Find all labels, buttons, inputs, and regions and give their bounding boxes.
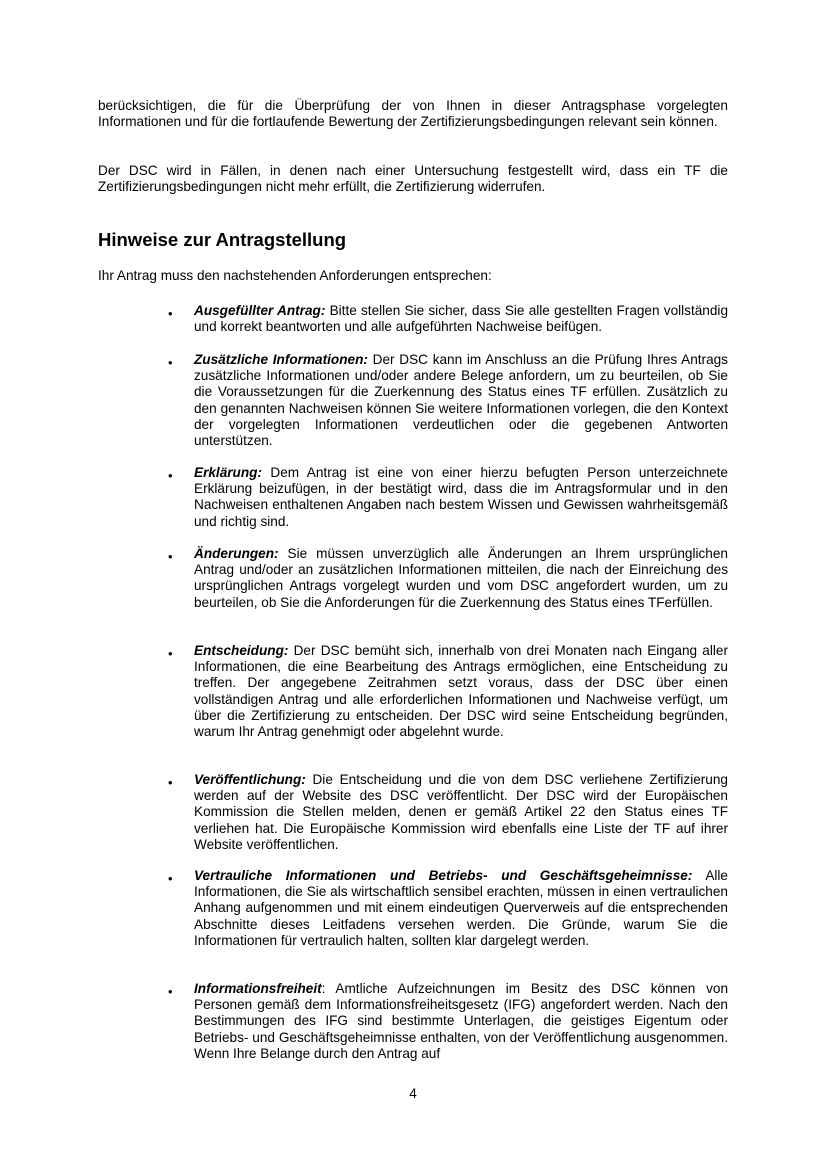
bullet-icon: • [168, 984, 173, 999]
page-number: 4 [409, 1086, 417, 1101]
list-item-body: Alle Informationen, die Sie als wirtschaftlich sensibel erachten, müssen in einen vertraulichen Anhang aufgenommen und mit einem eindeutigen Querverweis auf die entsprechenden Abschnitte dieses Leitfadens versehen werden. Die Gründe, warum Sie die Informationen für vertraulich halten, sollten klar dargelegt werden. [194, 868, 728, 948]
list-item-title: Zusätzliche Informationen: [194, 352, 368, 367]
paragraph-continuation: berücksichtigen, die für die Überprüfung der von Ihnen in dieser Antragsphase vorgelegten Informationen und für die fortlaufende Bewertung der Zertifizierungsbedingungen relevant sein können. [98, 98, 728, 130]
bullet-icon: • [168, 355, 173, 370]
list-item-body: Der DSC kann im Anschluss an die Prüfung Ihres Antrags zusätzliche Informationen und/oder andere Belege anfordern, um zu beurteilen, ob Sie die Voraussetzungen für die Zuerkennung des Status eines TF erfüllen. Zusätzlich zu den genannten Nachweisen können Sie weitere Informationen vorlegen, die den Kontext der vorgelegten Informationen verdeutlichen oder die gegebenen Antworten unterstützen. [194, 352, 728, 449]
list-item-text [194, 868, 728, 949]
list-item-body: Sie müssen unverzüglich alle Änderungen an Ihrem ursprünglichen Antrag und/oder an zusätzlichen Informationen mitteilen, die nach der Einreichung des ursprünglichen Antrags vorgelegt wurden und vom DSC angefordert wurden, um zu beurteilen, ob Sie die Anforderungen für die Zuerkennung des Status eines TFerfüllen. [194, 546, 728, 610]
list-item-title: Informationsfreiheit [194, 981, 322, 996]
list-item-body: Der DSC bemüht sich, innerhalb von drei Monaten nach Eingang aller Informationen, die eine Bearbeitung des Antrags ermöglichen, eine Entscheidung zu treffen. Der angegebene Zeitrahmen setzt voraus, dass der DSC über einen vollständigen Antrag und alle erforderlichen Informationen und Nachweise verfügt, um über die Zertifizierung zu entscheiden. Der DSC wird seine Entscheidung begründen, warum Ihr Antrag genehmigt oder abgelehnt wurde. [194, 643, 728, 740]
list-item-body: Bitte stellen Sie sicher, dass Sie alle gestellten Fragen vollständig und korrekt beantworten und alle aufgeführten Nachweise beifügen. [194, 303, 729, 335]
paragraph-revocation: Der DSC wird in Fällen, in denen nach einer Untersuchung festgestellt wird, dass ein TF die Zertifizierungsbedingungen nicht mehr erfüllt, die Zertifizierung widerrufen. [98, 163, 728, 195]
list-item-title: Änderungen: [194, 546, 279, 561]
list-item-title: Entscheidung: [194, 643, 289, 658]
intro-text: Ihr Antrag muss den nachstehenden Anforderungen entsprechen: [98, 268, 492, 283]
list-item-body: Dem Antrag ist eine von einer hierzu befugten Person unterzeichnete Erklärung beizufügen, in der bestätigt wird, dass die im Antragsformular und in den Nachweisen enthaltenen Angaben nach bestem Wissen und Gewissen wahrheitsgemäß und richtig sind. [194, 465, 728, 529]
list-item-title: Veröffentlichung: [194, 772, 306, 787]
list-item-title: Erklärung: [194, 465, 262, 480]
list-item-title: Ausgefüllter Antrag: [194, 303, 326, 318]
list-item-title: Vertrauliche Informationen und Betriebs- und Geschäftsgeheimnisse: [194, 868, 693, 883]
bullet-icon: • [168, 306, 173, 321]
bullet-icon: • [168, 775, 173, 790]
list-item-body: : Amtliche Aufzeichnungen im Besitz des DSC können von Personen gemäß dem Informationsfreiheitsgesetz (IFG) angefordert werden. Nach den Bestimmungen des IFG sind bestimmte Unterlagen, die geistiges Eigentum oder Betriebs- und Geschäftsgeheimnisse enthalten, von der Veröffentlichung ausgenommen. Wenn Ihre Belange durch den Antrag auf [194, 981, 728, 1061]
bullet-icon: • [168, 549, 173, 564]
list-item-text [194, 352, 728, 449]
list-item-text [194, 465, 728, 530]
list-item-text [194, 546, 728, 611]
bullet-icon: • [168, 871, 173, 886]
list-item-text [194, 303, 728, 335]
bullet-icon: • [168, 468, 173, 483]
list-item-text [194, 772, 728, 853]
list-item-body: Die Entscheidung und die von dem DSC verliehene Zertifizierung werden auf der Website des DSC veröffentlicht. Der DSC wird der Europäischen Kommission die Stellen melden, denen er gemäß Artikel 22 den Status eines TF verliehen hat. Die Europäische Kommission wird ebenfalls eine Liste der TF auf ihrer Website veröffentlichen. [194, 772, 728, 852]
list-item-text [194, 981, 728, 1062]
section-heading: Hinweise zur Antragstellung [98, 229, 347, 250]
bullet-icon: • [168, 646, 173, 661]
list-item-text [194, 643, 728, 740]
